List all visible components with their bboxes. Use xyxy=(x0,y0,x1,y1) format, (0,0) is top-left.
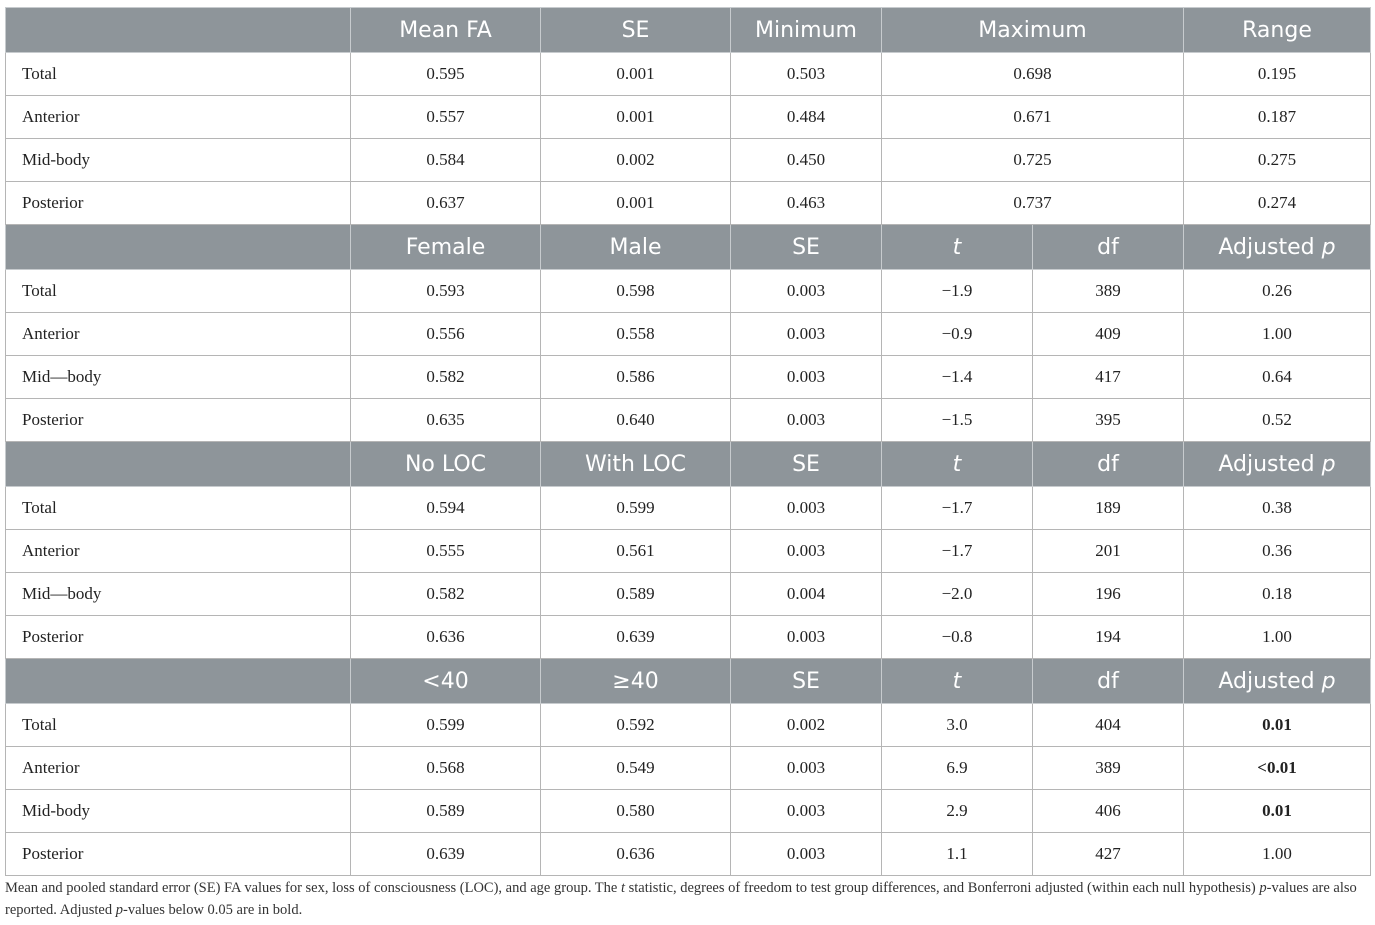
footnote-text-4: -values below 0.05 are in bold. xyxy=(123,902,303,918)
cell-adjusted-p: 0.26 xyxy=(1184,270,1371,313)
cell-se: 0.003 xyxy=(731,616,882,659)
cell-with-loc: 0.599 xyxy=(541,487,731,530)
cell-maximum: 0.671 xyxy=(882,96,1184,139)
table-row xyxy=(6,790,1371,833)
cell-adjusted-p: 0.52 xyxy=(1184,399,1371,442)
row-label: Anterior xyxy=(6,530,351,573)
cell-male: 0.558 xyxy=(541,313,731,356)
section2-header-se: SE xyxy=(731,225,882,270)
table-row xyxy=(6,356,1371,399)
cell-adjusted-p: 0.18 xyxy=(1184,573,1371,616)
row-label: Mid-body xyxy=(6,790,351,833)
cell-se: 0.003 xyxy=(731,313,882,356)
row-label: Anterior xyxy=(6,313,351,356)
cell-df: 389 xyxy=(1033,270,1184,313)
section2-header-female: Female xyxy=(351,225,541,270)
cell-no-loc: 0.636 xyxy=(351,616,541,659)
cell-se: 0.003 xyxy=(731,356,882,399)
cell-t: −1.4 xyxy=(882,356,1033,399)
cell-df: 201 xyxy=(1033,530,1184,573)
section2-header-adjusted-p xyxy=(1184,225,1371,270)
cell-adjusted-p: <0.01 xyxy=(1184,747,1371,790)
section2-header-empty xyxy=(6,225,351,270)
cell-df: 404 xyxy=(1033,704,1184,747)
section3-header-df: df xyxy=(1033,442,1184,487)
table-row xyxy=(6,487,1371,530)
p-label: p xyxy=(1321,234,1336,260)
cell-se: 0.003 xyxy=(731,270,882,313)
cell-t: −1.9 xyxy=(882,270,1033,313)
section4-header-adjusted-p xyxy=(1184,659,1371,704)
cell-df: 406 xyxy=(1033,790,1184,833)
table-row xyxy=(6,399,1371,442)
cell-t: −2.0 xyxy=(882,573,1033,616)
cell-adjusted-p: 0.01 xyxy=(1184,704,1371,747)
cell-adjusted-p: 0.38 xyxy=(1184,487,1371,530)
cell-t: −1.5 xyxy=(882,399,1033,442)
row-label: Posterior xyxy=(6,833,351,876)
cell-range: 0.187 xyxy=(1184,96,1371,139)
adjusted-label: Adjusted xyxy=(1218,234,1315,260)
row-label: Total xyxy=(6,704,351,747)
row-label: Posterior xyxy=(6,182,351,225)
cell-minimum: 0.450 xyxy=(731,139,882,182)
cell-minimum: 0.463 xyxy=(731,182,882,225)
table-row xyxy=(6,53,1371,96)
cell-under-40: 0.568 xyxy=(351,747,541,790)
results-table-container xyxy=(5,7,1370,876)
cell-t: 3.0 xyxy=(882,704,1033,747)
footnote-p-symbol-2: p xyxy=(115,902,123,918)
cell-40-plus: 0.580 xyxy=(541,790,731,833)
cell-maximum: 0.737 xyxy=(882,182,1184,225)
section4-header-row xyxy=(6,659,1371,704)
cell-df: 196 xyxy=(1033,573,1184,616)
row-label: Posterior xyxy=(6,399,351,442)
cell-t: −1.7 xyxy=(882,487,1033,530)
p-label: p xyxy=(1321,451,1336,477)
cell-mean-fa: 0.595 xyxy=(351,53,541,96)
cell-df: 409 xyxy=(1033,313,1184,356)
table-row xyxy=(6,313,1371,356)
p-label: p xyxy=(1321,668,1336,694)
cell-df: 395 xyxy=(1033,399,1184,442)
cell-no-loc: 0.594 xyxy=(351,487,541,530)
section3-header-row xyxy=(6,442,1371,487)
cell-adjusted-p: 0.36 xyxy=(1184,530,1371,573)
cell-se: 0.003 xyxy=(731,399,882,442)
cell-t: −0.9 xyxy=(882,313,1033,356)
cell-no-loc: 0.582 xyxy=(351,573,541,616)
section1-header-range: Range xyxy=(1184,8,1371,53)
table-row xyxy=(6,139,1371,182)
cell-with-loc: 0.589 xyxy=(541,573,731,616)
cell-maximum: 0.725 xyxy=(882,139,1184,182)
cell-minimum: 0.484 xyxy=(731,96,882,139)
cell-adjusted-p: 0.01 xyxy=(1184,790,1371,833)
cell-no-loc: 0.555 xyxy=(351,530,541,573)
footnote-text-2: statistic, degrees of freedom to test group differences, and Bonferroni adjusted (within each null hypothesis) xyxy=(625,880,1260,896)
cell-mean-fa: 0.557 xyxy=(351,96,541,139)
cell-df: 194 xyxy=(1033,616,1184,659)
cell-se: 0.003 xyxy=(731,833,882,876)
cell-40-plus: 0.636 xyxy=(541,833,731,876)
section4-header-t: t xyxy=(882,659,1033,704)
cell-range: 0.274 xyxy=(1184,182,1371,225)
section2-header-df: df xyxy=(1033,225,1184,270)
section2-header-t: t xyxy=(882,225,1033,270)
row-label: Total xyxy=(6,487,351,530)
cell-se: 0.003 xyxy=(731,747,882,790)
cell-adjusted-p: 1.00 xyxy=(1184,313,1371,356)
cell-df: 389 xyxy=(1033,747,1184,790)
section3-header-se: SE xyxy=(731,442,882,487)
section4-header-empty xyxy=(6,659,351,704)
cell-se: 0.001 xyxy=(541,53,731,96)
table-row xyxy=(6,270,1371,313)
table-row xyxy=(6,616,1371,659)
cell-female: 0.635 xyxy=(351,399,541,442)
footnote-p-symbol: p xyxy=(1259,880,1267,896)
section3-header-adjusted-p xyxy=(1184,442,1371,487)
cell-with-loc: 0.639 xyxy=(541,616,731,659)
section4-header-df: df xyxy=(1033,659,1184,704)
footnote-t-symbol: t xyxy=(620,880,626,896)
row-label: Mid—body xyxy=(6,573,351,616)
section4-header-se: SE xyxy=(731,659,882,704)
cell-adjusted-p: 1.00 xyxy=(1184,616,1371,659)
cell-df: 417 xyxy=(1033,356,1184,399)
row-label: Anterior xyxy=(6,96,351,139)
cell-maximum: 0.698 xyxy=(882,53,1184,96)
section2-header-male: Male xyxy=(541,225,731,270)
table-row xyxy=(6,704,1371,747)
fa-results-table xyxy=(5,7,1371,876)
row-label: Anterior xyxy=(6,747,351,790)
cell-under-40: 0.599 xyxy=(351,704,541,747)
section1-header-empty xyxy=(6,8,351,53)
section1-header-minimum: Minimum xyxy=(731,8,882,53)
footnote-text-1: Mean and pooled standard error (SE) FA values for sex, loss of consciousness (LOC), and age group. The xyxy=(5,880,621,896)
table-row xyxy=(6,833,1371,876)
cell-with-loc: 0.561 xyxy=(541,530,731,573)
section4-header-40-plus: ≥40 xyxy=(541,659,731,704)
cell-male: 0.598 xyxy=(541,270,731,313)
cell-se: 0.003 xyxy=(731,790,882,833)
adjusted-label: Adjusted xyxy=(1218,451,1315,477)
cell-adjusted-p: 0.64 xyxy=(1184,356,1371,399)
cell-range: 0.195 xyxy=(1184,53,1371,96)
cell-mean-fa: 0.584 xyxy=(351,139,541,182)
section1-header-row xyxy=(6,8,1371,53)
row-label: Mid—body xyxy=(6,356,351,399)
section1-header-mean-fa: Mean FA xyxy=(351,8,541,53)
cell-40-plus: 0.592 xyxy=(541,704,731,747)
row-label: Posterior xyxy=(6,616,351,659)
cell-se: 0.004 xyxy=(731,573,882,616)
section3-header-with-loc: With LOC xyxy=(541,442,731,487)
cell-t: 1.1 xyxy=(882,833,1033,876)
table-row xyxy=(6,96,1371,139)
cell-minimum: 0.503 xyxy=(731,53,882,96)
cell-male: 0.640 xyxy=(541,399,731,442)
cell-t: 2.9 xyxy=(882,790,1033,833)
cell-40-plus: 0.549 xyxy=(541,747,731,790)
adjusted-label: Adjusted xyxy=(1218,668,1315,694)
cell-female: 0.593 xyxy=(351,270,541,313)
section2-header-row xyxy=(6,225,1371,270)
cell-under-40: 0.589 xyxy=(351,790,541,833)
cell-t: −1.7 xyxy=(882,530,1033,573)
table-row xyxy=(6,747,1371,790)
section4-header-under-40: <40 xyxy=(351,659,541,704)
cell-mean-fa: 0.637 xyxy=(351,182,541,225)
table-row xyxy=(6,573,1371,616)
cell-se: 0.001 xyxy=(541,96,731,139)
cell-se: 0.002 xyxy=(731,704,882,747)
cell-adjusted-p: 1.00 xyxy=(1184,833,1371,876)
cell-se: 0.001 xyxy=(541,182,731,225)
cell-t: −0.8 xyxy=(882,616,1033,659)
cell-female: 0.556 xyxy=(351,313,541,356)
cell-se: 0.002 xyxy=(541,139,731,182)
cell-male: 0.586 xyxy=(541,356,731,399)
cell-se: 0.003 xyxy=(731,530,882,573)
section1-header-se: SE xyxy=(541,8,731,53)
row-label: Total xyxy=(6,270,351,313)
table-footnote xyxy=(5,877,1367,921)
cell-under-40: 0.639 xyxy=(351,833,541,876)
cell-df: 427 xyxy=(1033,833,1184,876)
cell-range: 0.275 xyxy=(1184,139,1371,182)
section1-header-maximum: Maximum xyxy=(882,8,1184,53)
table-row xyxy=(6,182,1371,225)
cell-se: 0.003 xyxy=(731,487,882,530)
cell-female: 0.582 xyxy=(351,356,541,399)
cell-t: 6.9 xyxy=(882,747,1033,790)
row-label: Total xyxy=(6,53,351,96)
section3-header-empty xyxy=(6,442,351,487)
section3-header-t: t xyxy=(882,442,1033,487)
cell-df: 189 xyxy=(1033,487,1184,530)
row-label: Mid-body xyxy=(6,139,351,182)
section3-header-no-loc: No LOC xyxy=(351,442,541,487)
footnote-text-3: -values are also reported. Adjusted xyxy=(5,880,1357,918)
table-row xyxy=(6,530,1371,573)
